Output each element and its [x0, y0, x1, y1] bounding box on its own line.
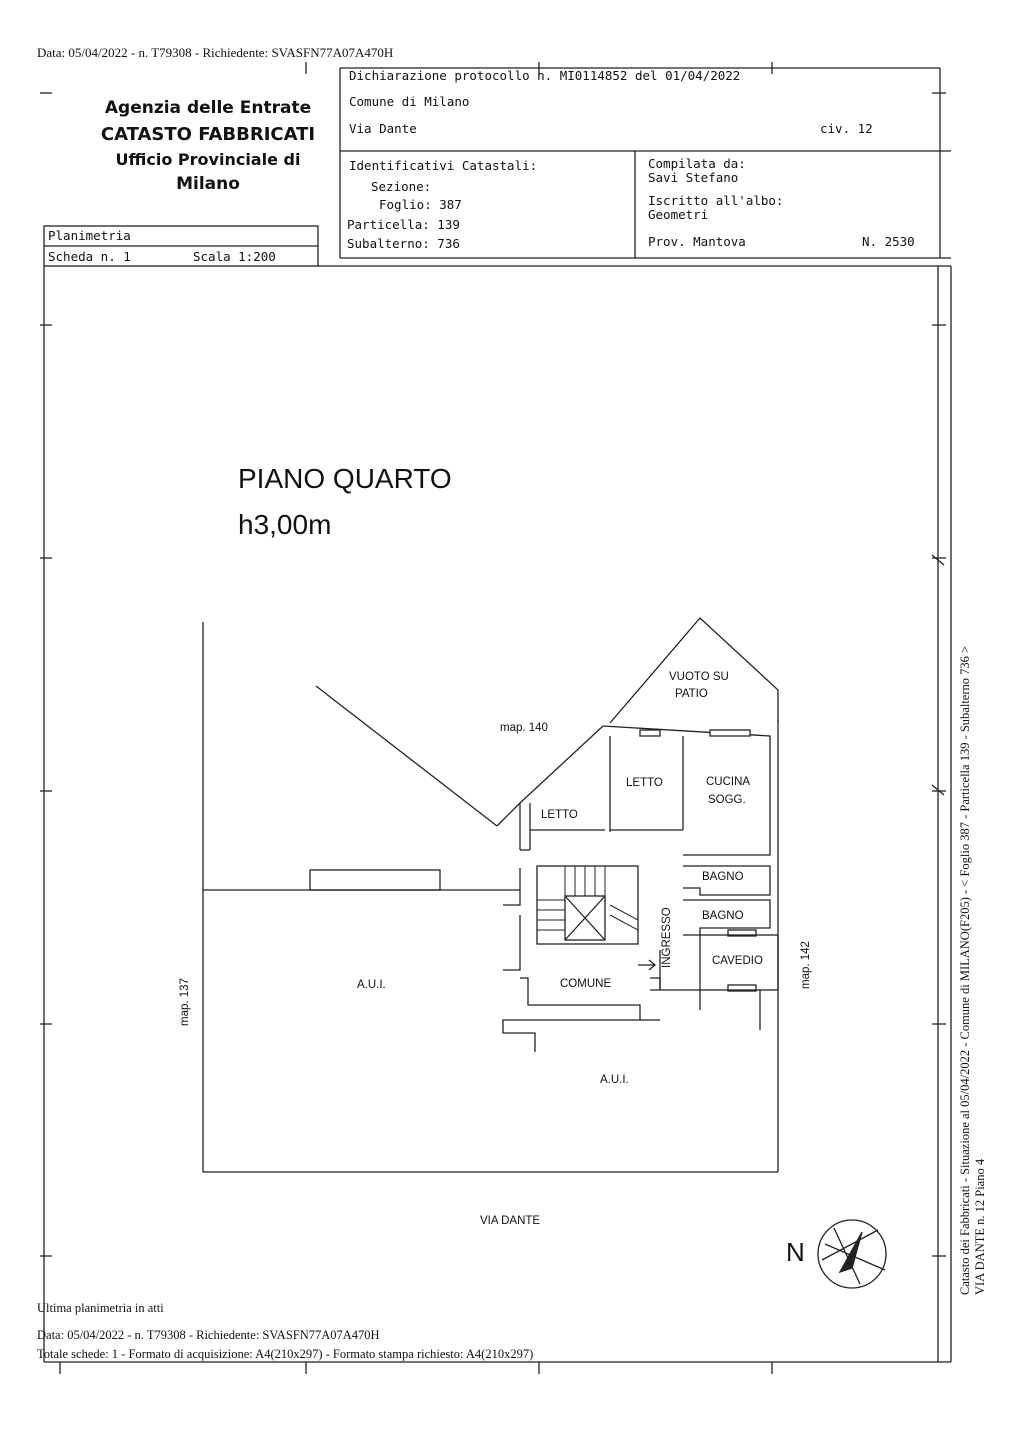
room-vuoto-line1: VUOTO SU — [669, 671, 729, 683]
agency-name: Agenzia delle Entrate — [104, 98, 312, 118]
footer-data-line: Data: 05/04/2022 - n. T79308 - Richiedente: SVASFN77A07A470H — [37, 1328, 380, 1342]
side-caption-line2: VIA DANTE n. 12 Piano 4 — [973, 1158, 987, 1295]
room-aui-bottom: A.U.I. — [600, 1074, 629, 1086]
map-137-label: map. 137 — [179, 978, 191, 1026]
room-bagno-upper: BAGNO — [702, 871, 744, 883]
header-top-line: Data: 05/04/2022 - n. T79308 - Richiedente: SVASFN77A07A470H — [37, 45, 394, 60]
map-142-label: map. 142 — [800, 941, 812, 989]
sezione-line: Sezione: — [371, 179, 432, 194]
north-label: N — [786, 1237, 805, 1267]
room-comune: COMUNE — [560, 978, 612, 990]
scheda-label: Scheda n. 1 — [48, 249, 131, 264]
room-letto-right: LETTO — [626, 777, 663, 789]
subalterno-line: Subalterno: 736 — [347, 236, 460, 251]
civico-line: civ. 12 — [820, 121, 873, 136]
particella-line: Particella: 139 — [347, 217, 460, 232]
agency-office: Ufficio Provinciale di — [115, 150, 301, 169]
agency-city: Milano — [176, 174, 240, 194]
albo-value: Geometri — [648, 207, 709, 222]
albo-label: Iscritto all'albo: — [648, 193, 784, 208]
ultima-planimetria: Ultima planimetria in atti — [37, 1301, 164, 1315]
plan-height: h3,00m — [238, 509, 332, 540]
identificativi-title: Identificativi Catastali: — [349, 158, 538, 173]
room-vuoto-line2: PATIO — [675, 688, 708, 700]
footer-totale-line: Totale schede: 1 - Formato di acquisizione: A4(210x297) - Formato stampa richiesto: A4(210x297) — [37, 1347, 534, 1361]
plan-title: PIANO QUARTO — [238, 463, 452, 494]
side-caption-line1: Catasto dei Fabbricati - Situazione al 05/04/2022 - Comune di MILANO(F205) - < Foglio 387 - Particella 139 - Subalterno 736 > — [958, 645, 972, 1295]
side-caption — [958, 595, 988, 1295]
foglio-line: Foglio: 387 — [379, 197, 462, 212]
room-aui-left: A.U.I. — [357, 979, 386, 991]
room-bagno-lower: BAGNO — [702, 910, 744, 922]
room-ingresso: INGRESSO — [661, 907, 673, 968]
compilata-name: Savi Stefano — [648, 170, 739, 185]
room-cucina-line2: SOGG. — [708, 794, 746, 806]
compilata-label: Compilata da: — [648, 156, 746, 171]
scala-label: Scala 1:200 — [193, 249, 276, 264]
room-letto-left: LETTO — [541, 809, 578, 821]
comune-line: Comune di Milano — [349, 94, 470, 109]
planimetria-label: Planimetria — [48, 228, 131, 243]
agency-catasto: CATASTO FABBRICATI — [100, 124, 316, 145]
numero-line: N. 2530 — [862, 234, 915, 249]
protocollo-line: Dichiarazione protocollo n. MI0114852 del 01/04/2022 — [349, 68, 741, 83]
room-cavedio: CAVEDIO — [712, 955, 763, 967]
street-label: VIA DANTE — [480, 1215, 541, 1227]
room-cucina-line1: CUCINA — [706, 776, 751, 788]
map-140-label: map. 140 — [500, 722, 548, 734]
via-line: Via Dante — [349, 121, 417, 136]
provincia-line: Prov. Mantova — [648, 234, 746, 249]
